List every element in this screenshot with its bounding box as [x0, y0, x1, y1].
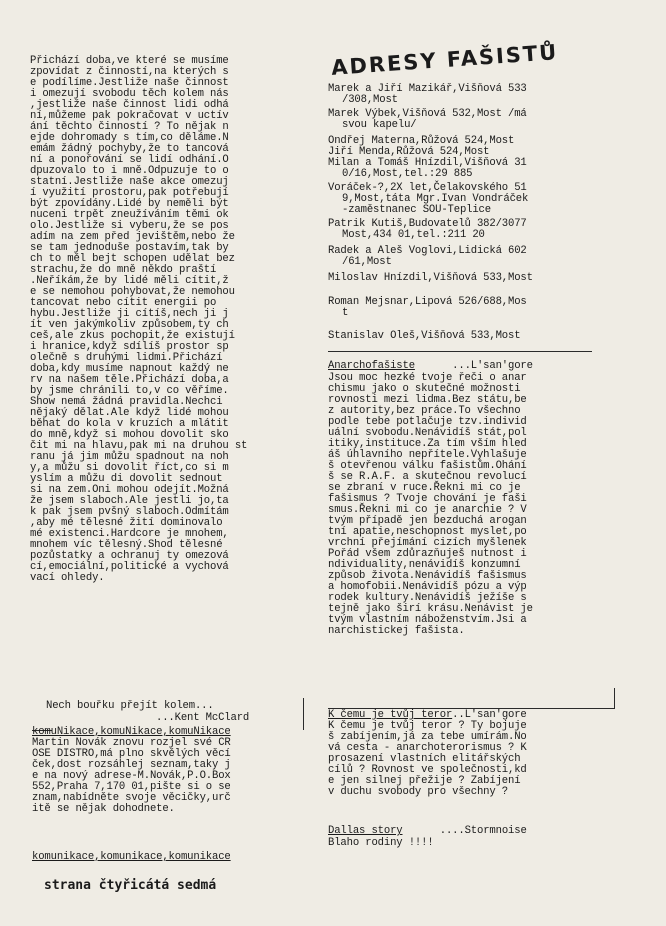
text-line: smus.Řekni mi co je anarchie ? V: [328, 504, 527, 516]
text-line: pozůstatky a ochranuj ty omezová: [30, 550, 229, 562]
text-line: vrchní přejímání cizích myšlenek: [328, 537, 527, 549]
text-line: e podílíme.Jestliže naše činnost: [30, 77, 229, 89]
text-line: uální svobodu.Nenávidíš stát,pol: [328, 427, 527, 439]
text-line: cí,emociální,politické a vychová: [30, 561, 229, 573]
address-line: Radek a Aleš Voglovi,Lidická 602: [328, 245, 527, 257]
text-line: e na nový adrese-M.Novák,P.O.Box: [32, 770, 231, 782]
text-line: zpovídat z činností,na kterých s: [30, 66, 229, 78]
page-footer: strana čtyřicátá sedmá: [44, 878, 217, 893]
text-line: statní.Jestliže naše akce omezuj: [30, 176, 229, 188]
text-line: š otevřenou válku fašistům.Ohání: [328, 460, 527, 472]
text-line: Pořád všem zdůrazňuješ nutnost i: [328, 548, 527, 560]
address-line: Miloslav Hnízdil,Višňová 533,Most: [328, 272, 533, 284]
text-line: z autority,bez práce.To všechno: [328, 405, 521, 417]
text-line: rv na našem těle.Přichází doba,a: [30, 374, 229, 386]
text-line: rodek kultury.Nenávidíš ježíše s: [328, 592, 527, 604]
text-line: tvým vlastním náboženstvím.Jsi a: [328, 614, 527, 626]
text-line: fašismus ? Tvoje chování je faši: [328, 493, 527, 505]
text-line: OSE DISTRO,má plno skvělých věcí: [32, 748, 231, 760]
text-line: prosazení vlastních elitářských: [328, 753, 521, 765]
text-line: strachu,že do mně někdo praští: [30, 264, 217, 276]
communication-footer: komunikace,komunikace,komunikace: [32, 851, 231, 863]
text-line: ání těchto činností ? To nějak n: [30, 121, 229, 133]
text-line: nějaký dělat.Ale když lidé mohou: [30, 407, 229, 419]
text-line: Blaho rodiny !!!!: [328, 837, 434, 849]
text-line: itiky,instituce.Za tím vším hled: [328, 438, 527, 450]
text-line: ceš,ale zkus pochopit,že existují: [30, 330, 235, 342]
article-header: [328, 826, 527, 837]
address-line: svou kapelu/: [342, 119, 417, 131]
address-line: Milan a Tomáš Hnízdil,Višňová 31: [328, 157, 527, 169]
text-line: š zabíjením,já za tebe umírám.No: [328, 731, 527, 743]
text-line: itě se nějak dohodnete.: [32, 803, 175, 815]
text-line: a homofobii.Nenávidíš pózu a výp: [328, 581, 527, 593]
text-line: hybu.Jestliže ji cítíš,nech ji j: [30, 308, 229, 320]
text-line: tní apatie,neschopnost myslet,po: [328, 526, 527, 538]
text-line: ní a ponořování se lidí odhání.O: [30, 154, 229, 166]
article-author: ...L'san'gore: [414, 360, 533, 372]
text-line: ,aby mé tělesné žití dominovalo: [30, 517, 223, 529]
article-author: ....Stormnoise: [402, 825, 527, 837]
address-line: /61,Most: [342, 256, 392, 268]
addresses-heading: ADRESY FAŠISTŮ: [330, 40, 560, 80]
text-line: k pak jsem pvšný slaboch.Odmítám: [30, 506, 229, 518]
text-line: dpuzovalo to i mně.Odpuzuje to o: [30, 165, 229, 177]
text-line: mnohem víc tělesný.Shod tělesné: [30, 539, 223, 551]
text-line: Show nemá žádná pravidla.Nechci: [30, 396, 223, 408]
text-line: i hranice,když sdílíš prostor sp: [30, 341, 229, 353]
text-line: yslím a můžu di dovolit sednout: [30, 473, 223, 485]
address-line: 9,Most,táta Mgr.Ivan Vondráček: [342, 193, 529, 205]
text-line: emám žádný pochyby,že to tancová: [30, 143, 229, 155]
address-line: Marek Výbek,Višňová 532,Most /má: [328, 108, 527, 120]
text-line: ít ven jakýmkoliv způsobem,ty ch: [30, 319, 229, 331]
text-line: í využití prostoru,pak potřebují: [30, 187, 229, 199]
text-line: do mně,když si mohou dovolit sko: [30, 429, 229, 441]
text-line: vací ohledy.: [30, 572, 105, 584]
text-line: narchistickej fašista.: [328, 625, 465, 637]
text-line: si na zem.Oni mohou odejít.Možná: [30, 484, 229, 496]
address-line: 0/16,Most,tel.:29 885: [342, 168, 473, 180]
text-line: nuceni trpět zneužíváním těmi ok: [30, 209, 229, 221]
article-title: Anarchofašiste: [328, 360, 415, 372]
text-line: vá cesta - anarchoterorismus ? K: [328, 742, 527, 754]
text-line: adím na zem před jevištěm,nebo že: [30, 231, 235, 243]
article-author: ..L'san'gore: [452, 709, 527, 721]
text-line: Přichází doba,ve které se musíme: [30, 55, 229, 67]
address-line: Stanislav Oleš,Višňová 533,Most: [328, 330, 521, 342]
address-line: Jiří Menda,Růžová 524,Most: [328, 146, 490, 158]
divider-rule: [328, 351, 592, 352]
address-line: Ondřej Materna,Růžová 524,Most: [328, 135, 515, 147]
text-line: ček,dost rozsáhlej seznam,taky j: [32, 759, 231, 771]
address-line: t: [342, 307, 349, 319]
address-line: Voráček-?,2X let,Čelakovského 51: [328, 182, 527, 194]
signature-line: ...Kent McClard: [156, 712, 250, 724]
text-line: .Neříkám,že by lidé měli cítit,ž: [30, 275, 229, 287]
text-line: ,jestliže naše činnost lidi odhá: [30, 99, 229, 111]
text-line: ndividuality,nenávidíš konzumní: [328, 559, 521, 571]
communication-header: komuNikace,komuNikace,komuNikace: [32, 726, 231, 738]
article-title: K čemu je tvůj teror: [328, 709, 453, 721]
article-header: [328, 361, 533, 372]
text-line: Jsou moc hezké tvoje řeči o anar: [328, 372, 527, 384]
text-line: Martin Novák znovu rozjel své CR: [32, 737, 231, 749]
text-line: se zbraní v ruce.Řekni mi co je: [328, 482, 521, 494]
address-line: /308,Most: [342, 94, 398, 106]
text-line: i omezují svobodu těch kolem nás: [30, 88, 229, 100]
text-line: v duchu svobody pro všechny ?: [328, 786, 509, 798]
address-line: Patrik Kutiš,Budovatelů 382/3077: [328, 218, 527, 230]
text-line: š se R.A.F. a skutečnou revolucí: [328, 471, 527, 483]
text-line: K čemu je tvůj teror ? Ty bojuje: [328, 720, 527, 732]
text-line: e jen silnej přežije ? Zabíjení: [328, 775, 521, 787]
text-line: áš úhlavního nepřítele.Vyhlašuje: [328, 449, 527, 461]
text-line: rovnosti mezi lidma.Bez státu,be: [328, 394, 527, 406]
signature-line: Nech bouřku přejít kolem...: [46, 700, 214, 712]
column-divider: [303, 698, 304, 730]
text-line: olo.Jestliže si vyberu,že se pos: [30, 220, 229, 232]
text-line: být zpovídány.Lidé by neměli být: [30, 198, 229, 210]
text-line: by jsme chránili to,v co věříme.: [30, 385, 229, 397]
text-line: tejně jako širí krásu.Nenávist je: [328, 603, 533, 615]
text-line: cílů ? Rovnost ve společnosti,kd: [328, 764, 527, 776]
text-line: čit mi na hlavu,pak mi na druhou st: [30, 440, 248, 452]
address-line: Roman Mejsnar,Lipová 526/688,Mos: [328, 296, 527, 308]
text-line: ejde dohromady s tím,co děláme.N: [30, 132, 229, 144]
text-line: že jsem slaboch.Ale jestli jo,ta: [30, 495, 229, 507]
article-title: Dallas story: [328, 825, 403, 837]
text-line: ch to měl bejt schopen udělat bez: [30, 253, 235, 265]
text-line: olečně s druhými lidmi.Přichází: [30, 352, 223, 364]
text-line: 552,Praha 7,170 01,pište si o se: [32, 781, 231, 793]
text-line: y,a můžu si dovolit říct,co si m: [30, 462, 229, 474]
text-line: ní,můžeme pak pokračovat v uctív: [30, 110, 229, 122]
column-divider: [614, 688, 615, 708]
address-line: Most,434 01,tel.:211 20: [342, 229, 485, 241]
text-line: chismu jako o skutečné možnosti: [328, 383, 521, 395]
text-line: podle tebe potlačuje tzv.individ: [328, 416, 527, 428]
text-line: se tam jednoduše postavím,tak by: [30, 242, 229, 254]
text-line: doba,kdy musíme napnout každý ne: [30, 363, 229, 375]
text-line: běhat do kola v kruzích a mlátit: [30, 418, 229, 430]
text-line: tvým případě jen bezduchá arogan: [328, 515, 527, 527]
text-line: znam,nabídněte svoje věcičky,urč: [32, 792, 231, 804]
text-line: způsob života.Nenávidíš fašismus: [328, 570, 527, 582]
text-line: e se nemohou pohybovat,že nemohou: [30, 286, 235, 298]
text-line: tancovat nebo cítit energii po: [30, 297, 217, 309]
text-line: mé existenci.Hardcore je mnohem,: [30, 528, 229, 540]
text-line: ranu já jim můžu spadnout na noh: [30, 451, 229, 463]
address-line: Marek a Jiří Mazikář,Višňová 533: [328, 83, 527, 95]
address-line: -zaměstnanec SOU-Teplice: [342, 204, 491, 216]
